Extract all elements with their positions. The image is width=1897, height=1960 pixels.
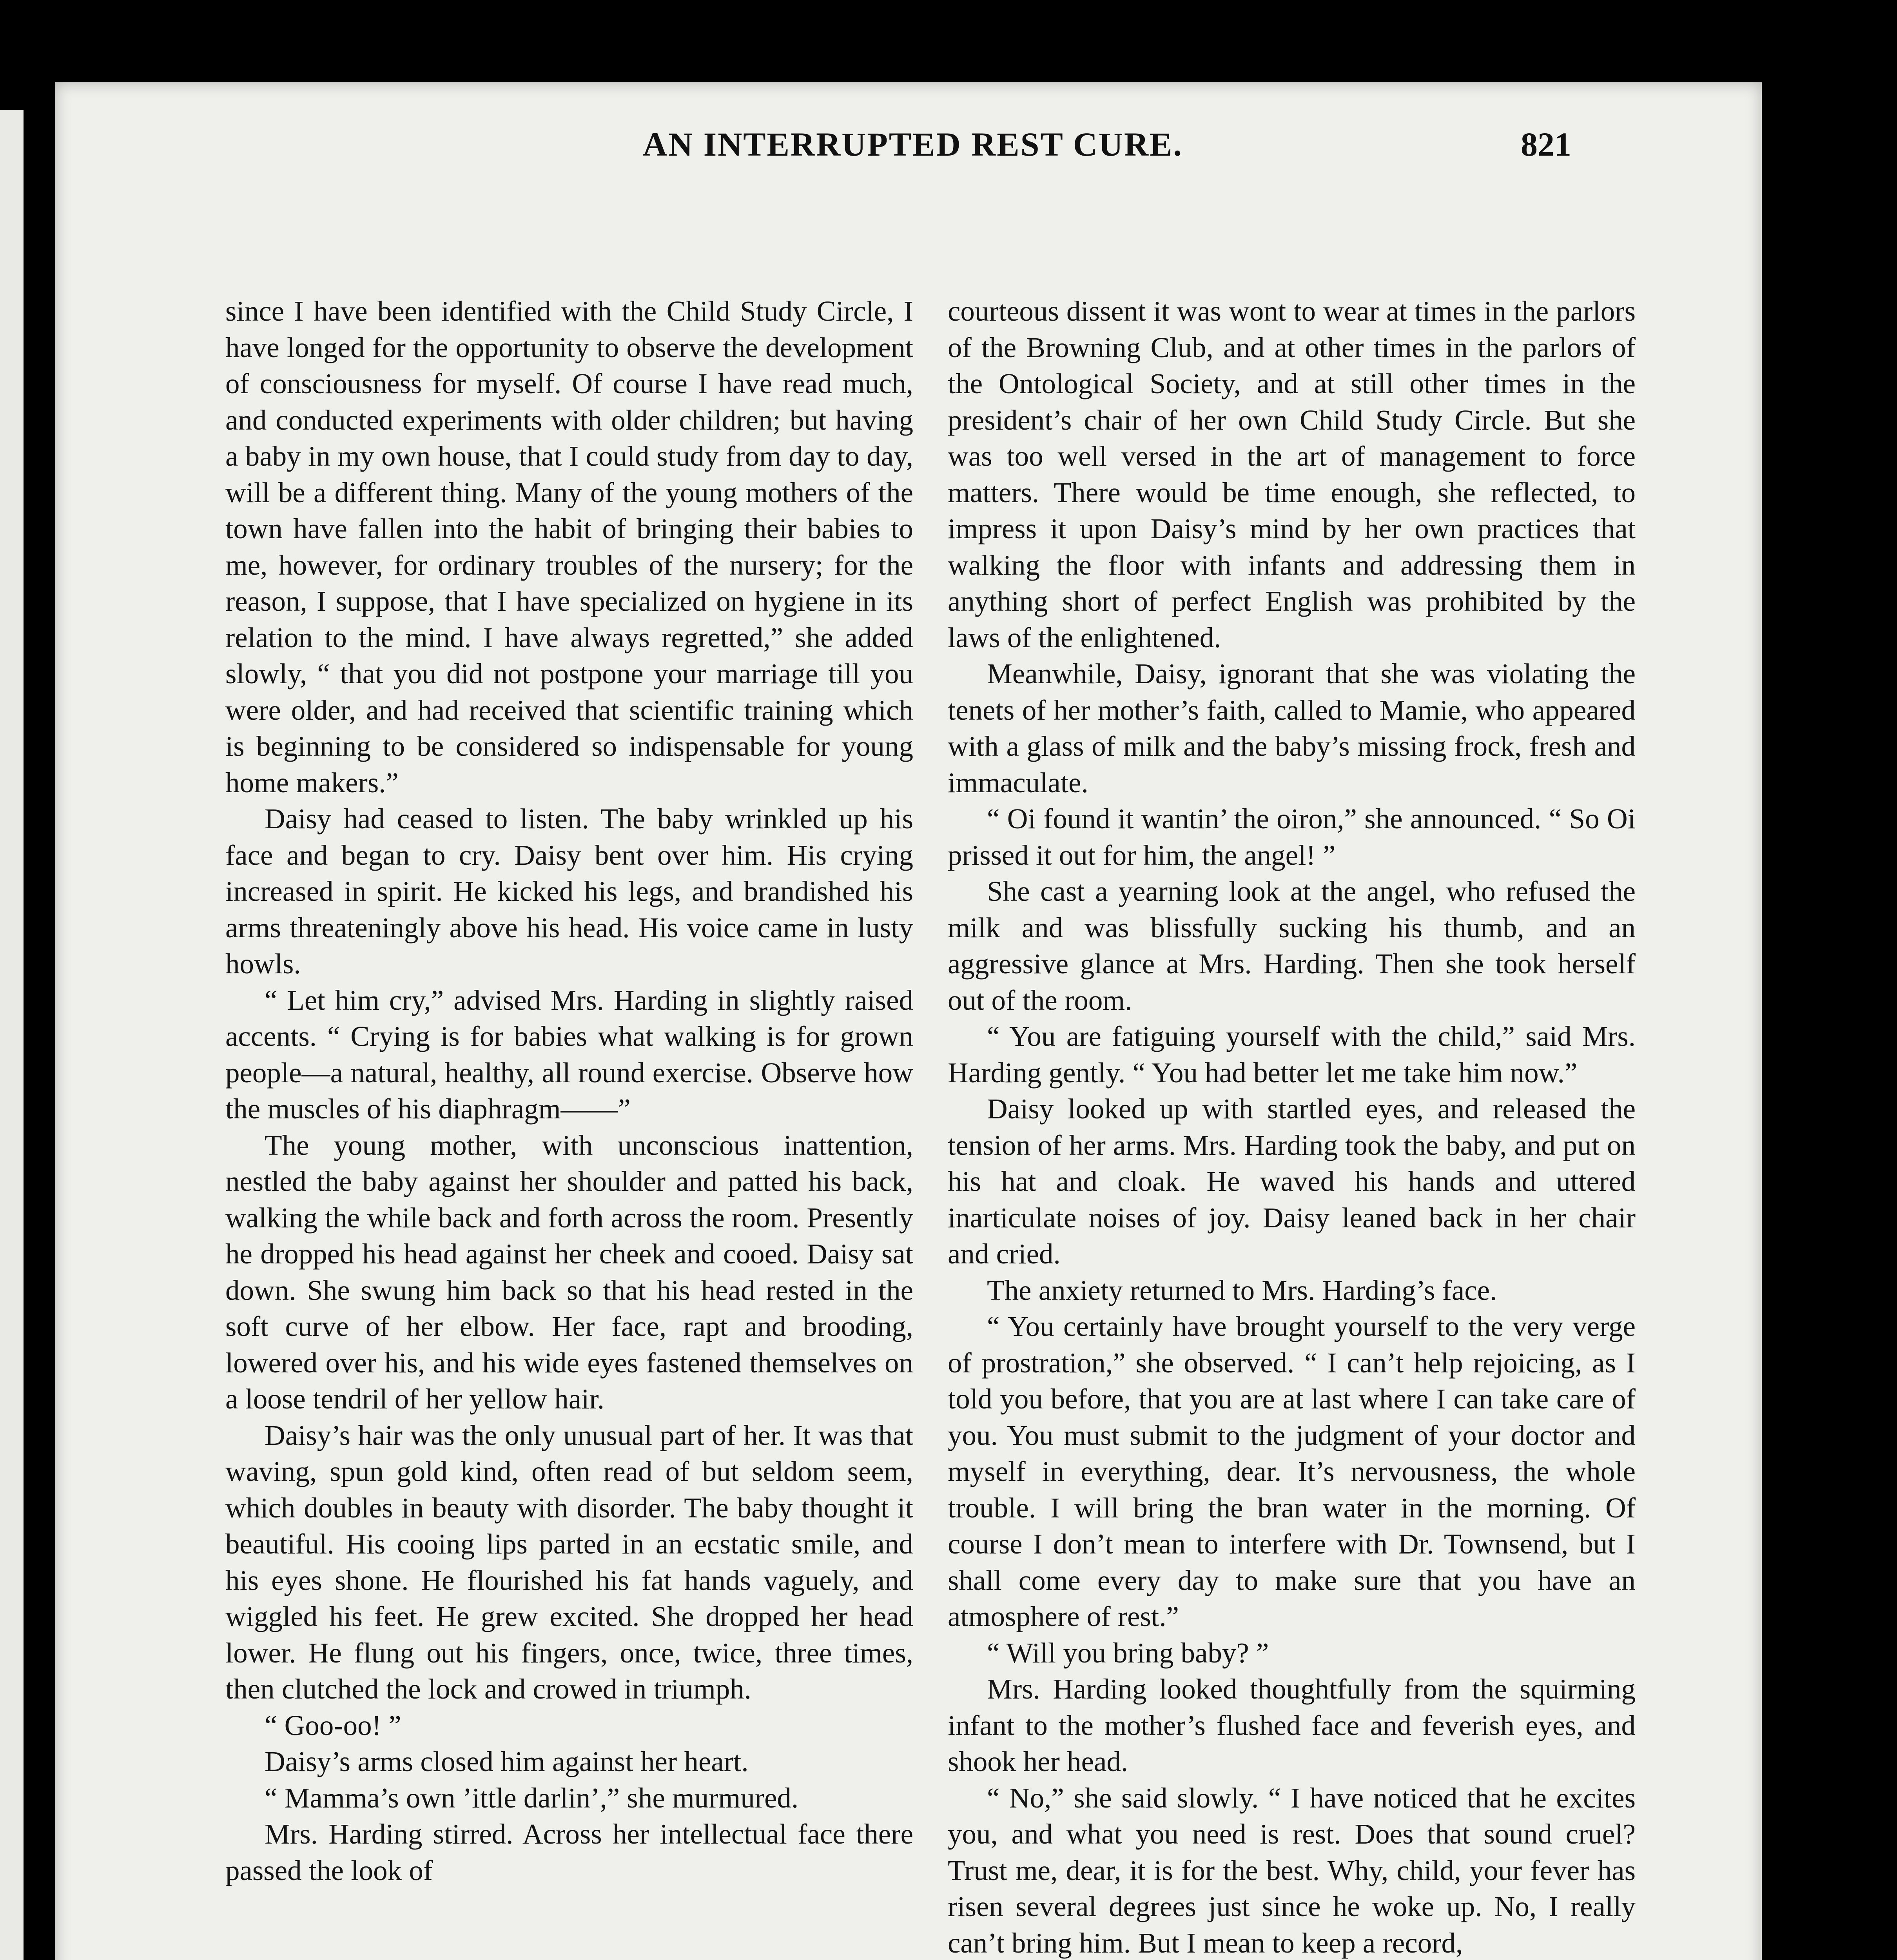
paragraph: The young mother, with unconscious inattention, nestled the baby against her shoulder and patted his back, walking the while back and forth across the room. Presently he dropped his head against her cheek and cooed. Daisy sat down. She swung him back so that his head rested in the soft curve of her elbow. Her face, rapt and brooding, lowered over his, and his wide eyes fastened themselves on a loose tendril of her yellow hair. <box>225 1129 913 1415</box>
paragraph: “ Let him cry,” advised Mrs. Harding in slightly raised accents. “ Crying is for babies what walking is for grown people—a natural, healthy, all round exercise. Observe how the muscles of his diaphragm——” <box>225 984 913 1125</box>
paragraph: She cast a yearning look at the angel, who refused the milk and was blissfully sucking his thumb, and an aggressive glance at Mrs. Harding. Then she took herself out of the room. <box>948 875 1636 1016</box>
paragraph: Mrs. Harding stirred. Across her intellectual face there passed the look of <box>225 1818 913 1886</box>
running-head: AN INTERRUPTED REST CURE. <box>643 125 1183 163</box>
paragraph: Daisy looked up with startled eyes, and released the tension of her arms. Mrs. Harding took the baby, and put on his hat and cloak. He waved his hands and uttered inarticulate noises of joy. Daisy leaned back in her chair and cried. <box>948 1093 1636 1270</box>
paragraph: “ Mamma’s own ’ittle darlin’,” she murmured. <box>265 1782 799 1814</box>
paragraph: Meanwhile, Daisy, ignorant that she was violating the tenets of her mother’s faith, called to Mamie, who appeared with a glass of milk and the baby’s missing frock, fresh and immaculate. <box>948 658 1636 799</box>
paragraph: courteous dissent it was wont to wear at times in the parlors of the Browning Club, and at other times in the parlors of the Ontological Society, and at still other times in the president’s chair of her own Child Study Circle. But she was too well versed in the art of management to force matters. There would be time enough, she reflected, to impress it upon Daisy’s mind by her own practices that walking the floor with infants and addressing them in anything short of perfect English was prohibited by the laws of the enlightened. <box>948 295 1636 653</box>
paragraph: “ You certainly have brought yourself to the very verge of prostration,” she observed. “ I can’t help rejoicing, as I told you before, that you are at last where I can take care of you. You must submit to the judgment of your doctor and myself in everything, dear. It’s nervousness, the whole trouble. I will bring the bran water in the morning. Of course I don’t mean to interfere with Dr. Townsend, but I shall come every day to make sure that you have an atmosphere of rest.” <box>948 1310 1636 1632</box>
paragraph: Daisy’s arms closed him against her heart. <box>265 1746 749 1777</box>
paragraph: “ You are fatiguing yourself with the child,” said Mrs. Harding gently. “ You had better let me take him now.” <box>948 1020 1636 1089</box>
paragraph: “ Oi found it wantin’ the oiron,” she announced. “ So Oi prissed it out for him, the angel! ” <box>948 803 1636 871</box>
paragraph: “ No,” she said slowly. “ I have noticed that he excites you, and what you need is rest. Does that sound cruel? Trust me, dear, it is for the best. Why, child, your fever has risen several degrees just since he woke up. No, I really can’t bring him. But I mean to keep a record, <box>948 1782 1636 1959</box>
left-text-column <box>225 293 913 1889</box>
paragraph: Daisy’s hair was the only unusual part of her. It was that waving, spun gold kind, often read of but seldom seem, which doubles in beauty with disorder. The baby thought it beautiful. His cooing lips parted in an ecstatic smile, and his eyes shone. He flourished his fat hands vaguely, and wiggled his feet. He grew excited. She dropped her head lower. He flung out his fingers, once, twice, three times, then clutched the lock and crowed in triumph. <box>225 1419 913 1705</box>
paragraph: Daisy had ceased to listen. The baby wrinkled up his face and began to cry. Daisy bent over him. His crying increased in spirit. He kicked his legs, and brandished his arms threateningly above his head. His voice came in lusty howls. <box>225 803 913 980</box>
paragraph: “ Goo-oo! ” <box>265 1709 401 1741</box>
page-number: 821 <box>1521 125 1571 163</box>
adjacent-page-edge <box>0 110 24 1960</box>
paragraph: “ Will you bring baby? ” <box>987 1637 1269 1669</box>
paragraph: since I have been identified with the Child Study Circle, I have longed for the opportunity to observe the development of consciousness for myself. Of course I have read much, and conducted experiments with older children; but having a baby in my own house, that I could study from day to day, will be a different thing. Many of the young mothers of the town have fallen into the habit of bringing their babies to me, however, for ordinary troubles of the nursery; for the reason, I suppose, that I have specialized on hygiene in its relation to the mind. I have always regretted,” she added slowly, “ that you did not postpone your marriage till you were older, and had received that scientific training which is beginning to be considered so indispensable for young home makers.” <box>225 295 913 799</box>
paragraph: Mrs. Harding looked thoughtfully from the squirming infant to the mother’s flushed face and feverish eyes, and shook her head. <box>948 1673 1636 1777</box>
paragraph: The anxiety returned to Mrs. Harding’s face. <box>987 1274 1497 1306</box>
right-text-column <box>948 293 1636 1960</box>
